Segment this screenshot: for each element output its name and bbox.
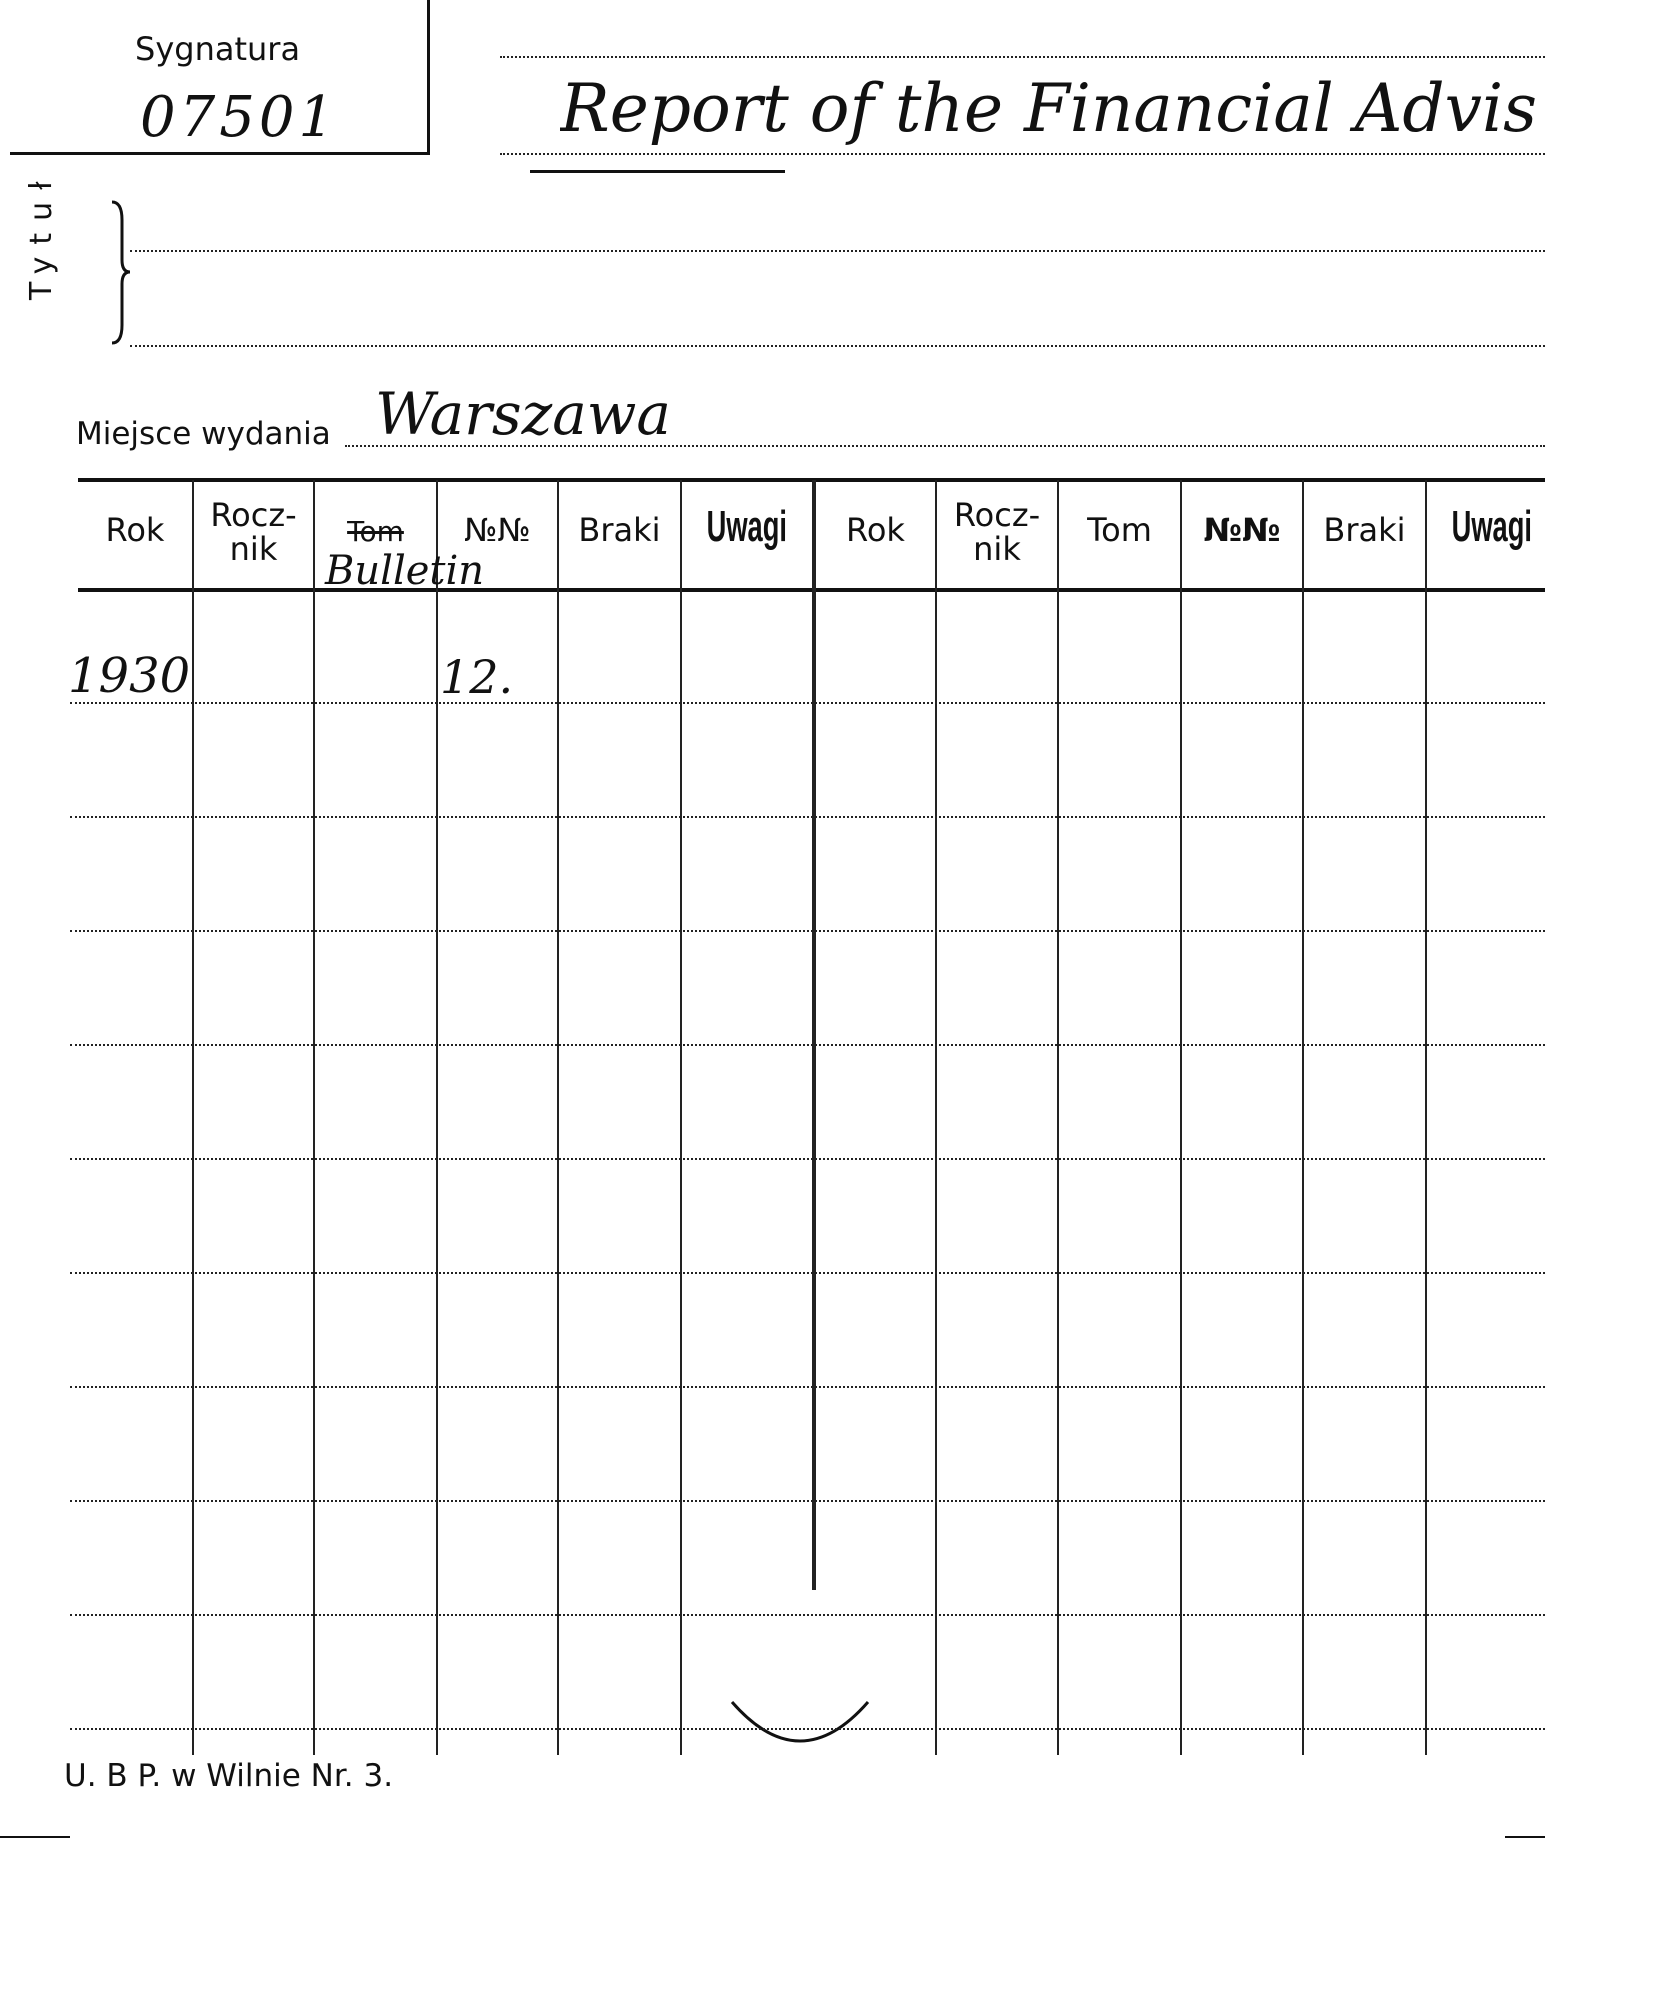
sygnatura-value: 07501 bbox=[140, 85, 339, 150]
table-row-line bbox=[70, 1386, 1545, 1388]
header-uwagi-left-cell bbox=[682, 502, 812, 551]
col-divider bbox=[436, 480, 438, 1755]
col-divider bbox=[1057, 480, 1059, 1755]
tytul-line-2 bbox=[130, 345, 1545, 347]
title-top-dotted-line bbox=[500, 56, 1545, 58]
header-rok-right: Rok bbox=[846, 511, 905, 549]
col-divider bbox=[313, 480, 315, 1755]
table-row-line bbox=[70, 1044, 1545, 1046]
row-1-rok: 1930 bbox=[68, 648, 191, 704]
header-uwagi-right-cell bbox=[1427, 502, 1545, 551]
header-braki-left: Braki bbox=[578, 511, 661, 549]
header-numery-right: №№ bbox=[1203, 511, 1281, 549]
table-row-line bbox=[70, 1272, 1545, 1274]
header-uwagi-left: Uwagi bbox=[706, 502, 788, 551]
tom-annotation: Bulletin bbox=[325, 548, 485, 594]
col-divider bbox=[1180, 480, 1182, 1755]
table-row-line bbox=[70, 816, 1545, 818]
tytul-line-1 bbox=[130, 250, 1545, 252]
table-row-line bbox=[70, 1614, 1545, 1616]
table-row-line bbox=[70, 1500, 1545, 1502]
header-tom-left bbox=[315, 513, 436, 549]
col-divider bbox=[192, 480, 194, 1755]
row-1-numer: 12. bbox=[440, 650, 514, 704]
table-row-line bbox=[70, 1158, 1545, 1160]
col-divider bbox=[680, 480, 682, 1755]
header-rok-left: Rok bbox=[105, 511, 165, 549]
miejsce-value: Warszawa bbox=[375, 380, 672, 448]
header-rocznik-right: Rocz- nik bbox=[953, 496, 1041, 568]
header-uwagi-right: Uwagi bbox=[1451, 502, 1532, 551]
header-braki-right: Braki bbox=[1323, 511, 1406, 549]
header-tom-left-struck: Tom bbox=[347, 515, 404, 548]
footer-printer-mark: U. B P. w Wilnie Nr. 3. bbox=[64, 1758, 394, 1794]
header-rocznik-left: Rocz- nik bbox=[210, 496, 297, 568]
title-dotted-line bbox=[500, 153, 1545, 155]
title-handwritten: Report of the Financial Advis bbox=[560, 70, 1537, 147]
title-underline bbox=[530, 170, 785, 173]
sygnatura-box bbox=[10, 0, 430, 155]
tytul-brace bbox=[108, 200, 132, 345]
col-divider bbox=[1425, 480, 1427, 1755]
table-row-line bbox=[70, 702, 1545, 704]
header-numery-left: №№ bbox=[464, 511, 531, 549]
miejsce-label: Miejsce wydania bbox=[76, 416, 331, 452]
table-row-line bbox=[70, 930, 1545, 932]
tytul-label: Tytuł bbox=[24, 169, 59, 300]
sygnatura-label: Sygnatura bbox=[135, 30, 301, 68]
col-divider bbox=[1302, 480, 1304, 1755]
bottom-edge-mark-right bbox=[1505, 1836, 1545, 1838]
header-tom-right: Tom bbox=[1087, 511, 1152, 549]
col-divider bbox=[935, 480, 937, 1755]
center-divider bbox=[812, 480, 816, 1595]
col-divider bbox=[557, 480, 559, 1755]
punch-hole-arc bbox=[730, 1700, 870, 1760]
table-row-line bbox=[70, 1728, 1545, 1730]
bottom-edge-mark bbox=[0, 1836, 70, 1838]
